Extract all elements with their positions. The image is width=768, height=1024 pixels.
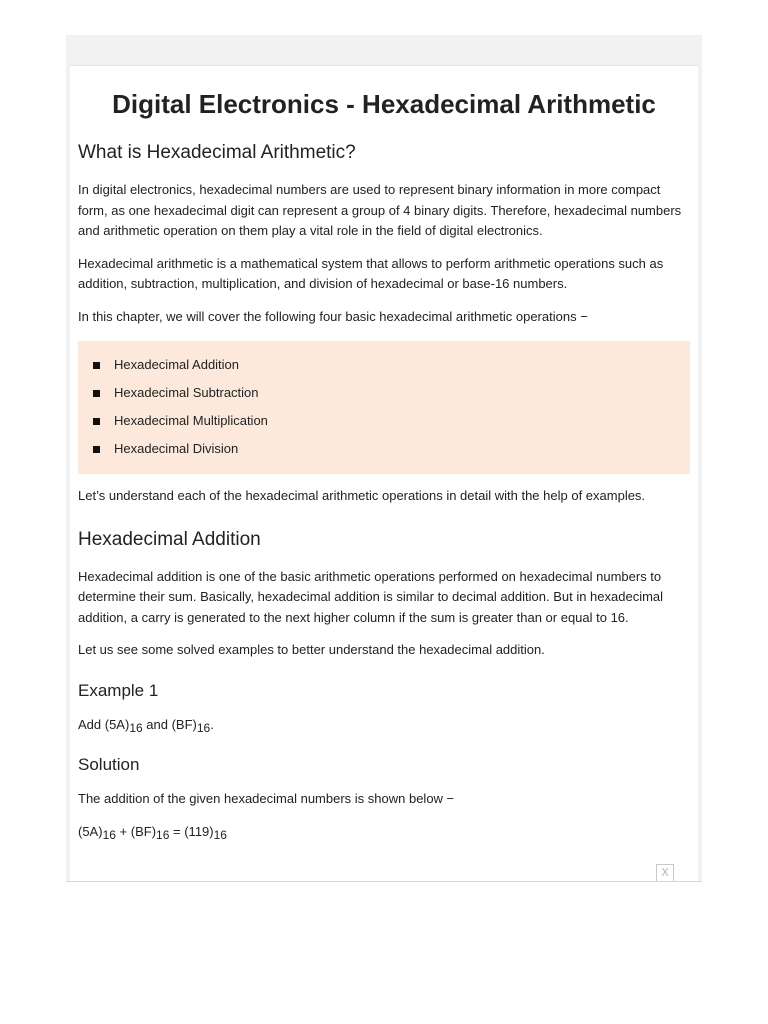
equation-operator: +	[115, 823, 131, 839]
list-item-label: Hexadecimal Division	[114, 441, 239, 456]
close-ad-button[interactable]: X	[656, 864, 674, 882]
question-base-2: 16	[196, 720, 211, 735]
square-bullet-icon	[93, 362, 100, 369]
square-bullet-icon	[93, 446, 100, 453]
equation-operand-b: (BF)	[130, 823, 157, 839]
equation-operand-a: (5A)	[78, 823, 103, 839]
article-content	[70, 65, 698, 882]
square-bullet-icon	[93, 418, 100, 425]
question-prefix: Add	[78, 716, 105, 732]
operations-list	[78, 351, 690, 463]
example-question	[78, 715, 690, 736]
section-heading-addition: Hexadecimal Addition	[78, 528, 261, 550]
intro-paragraph-2: Hexadecimal arithmetic is a mathematical system that allows to perform arithmetic operations such as addition, subtraction, multiplication, and division of hexadecimal or base-16 numbers.	[78, 255, 664, 291]
list-item	[78, 435, 690, 463]
section-heading-intro: What is Hexadecimal Arithmetic?	[78, 142, 356, 163]
solution-text: The addition of the given hexadecimal numbers is shown below −	[78, 791, 455, 806]
question-joiner: and	[142, 716, 172, 732]
list-item-label: Hexadecimal Multiplication	[114, 413, 268, 428]
equation-base-b: 16	[156, 827, 170, 842]
addition-paragraph-1: Hexadecimal addition is one of the basic arithmetic operations performed on hexadecimal numbers to determine their sum. Basically, hexadecimal addition is similar to decimal addition. But in hexadecimal addition, a carry is generated to the next higher column if the sum is greater than or equal to 16.	[78, 568, 664, 625]
list-item	[78, 407, 690, 435]
after-list-paragraph: Let’s understand each of the hexadecimal arithmetic operations in detail with the help of examples.	[78, 488, 646, 503]
solution-equation	[78, 822, 690, 843]
square-bullet-icon	[93, 390, 100, 397]
question-number-1: (5A)	[104, 716, 130, 732]
question-base-1: 16	[129, 720, 143, 735]
equation-result: (119)	[184, 823, 214, 839]
list-item	[78, 351, 690, 379]
list-item	[78, 379, 690, 407]
equation-base-a: 16	[102, 827, 116, 842]
equation-equals: =	[169, 823, 185, 839]
intro-paragraph-3: In this chapter, we will cover the following four basic hexadecimal arithmetic operations −	[78, 308, 588, 324]
operations-list-box	[78, 341, 690, 474]
example-heading: Example 1	[78, 680, 159, 700]
document-frame	[66, 35, 702, 882]
question-number-2: (BF)	[171, 716, 197, 732]
list-item-label: Hexadecimal Addition	[114, 357, 240, 372]
addition-paragraph-2: Let us see some solved examples to better understand the hexadecimal addition.	[78, 642, 545, 657]
intro-paragraph-1: In digital electronics, hexadecimal numbers are used to represent binary information in more compact form, as one hexadecimal digit can represent a group of 4 binary digits. Therefore, hexadecimal numbers and arithmetic operation on them play a vital role in the field of digital electronics.	[78, 182, 682, 238]
solution-heading: Solution	[78, 755, 140, 774]
question-suffix: .	[210, 716, 214, 732]
equation-result-base: 16	[213, 827, 227, 842]
page-title: Digital Electronics - Hexadecimal Arithmetic	[112, 89, 656, 119]
list-item-label: Hexadecimal Subtraction	[114, 385, 259, 400]
